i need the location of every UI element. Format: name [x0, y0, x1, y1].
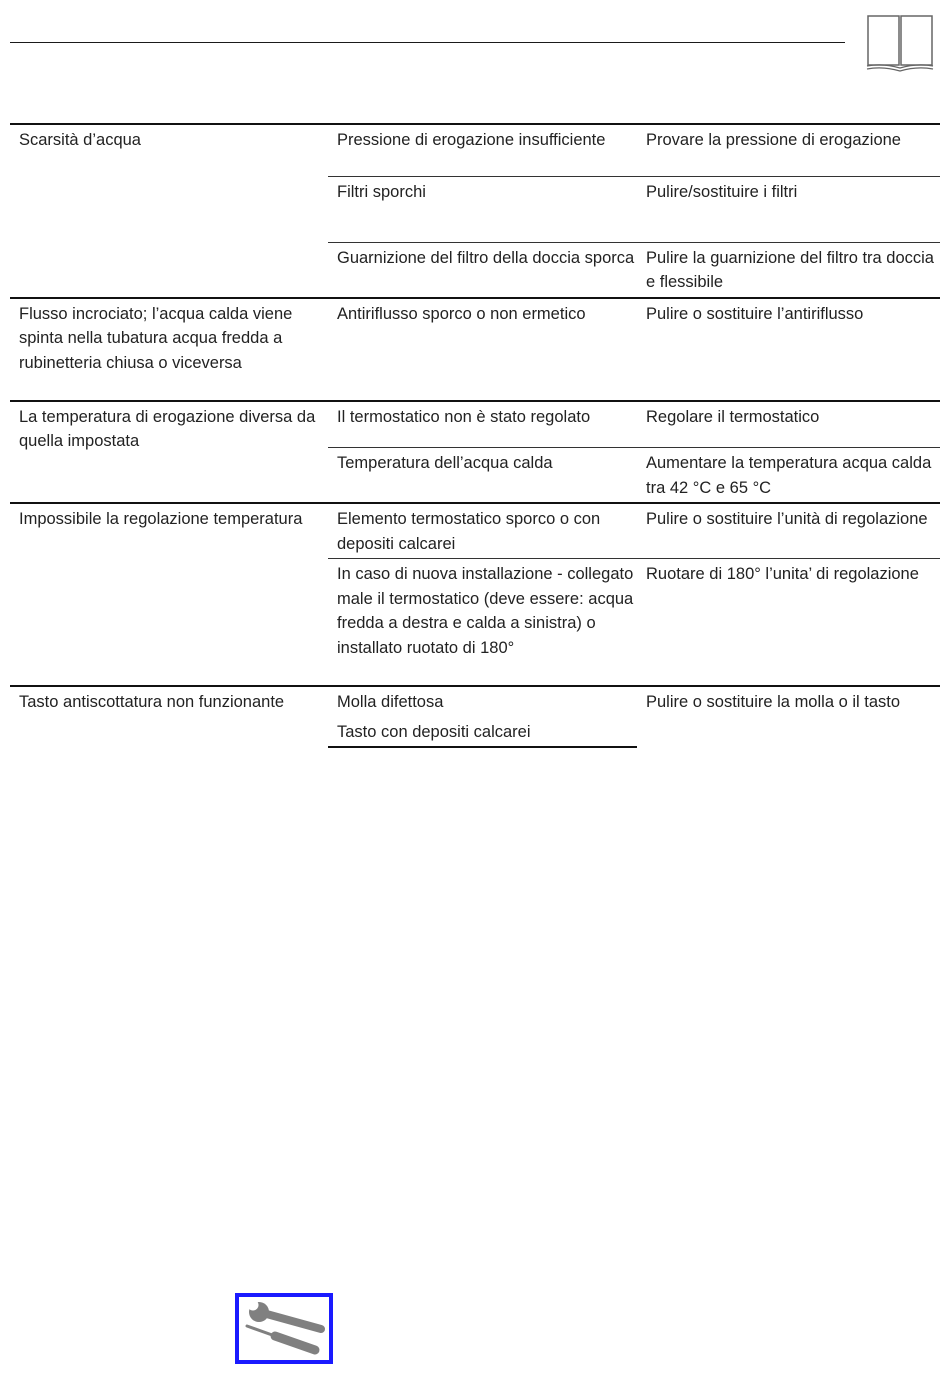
cause-cell: Molla difettosa	[328, 686, 637, 717]
header-rule	[10, 42, 845, 43]
wrench-screwdriver-icon	[235, 1293, 333, 1364]
remedy-cell: Pulire la guarnizione del filtro tra doccia e flessibile	[637, 242, 940, 298]
table-row	[10, 686, 940, 717]
remedy-cell: Pulire o sostituire l’unità di regolazione	[637, 503, 940, 559]
problem-cell: Impossibile la regolazione temperatura	[10, 503, 328, 686]
remedy-cell: Aumentare la temperatura acqua calda tra 42 °C e 65 °C	[637, 448, 940, 504]
table-row	[10, 401, 940, 448]
problem-cell: Scarsità d’acqua	[10, 124, 328, 176]
cause-cell: Tasto con depositi calcarei	[328, 717, 637, 748]
remedy-cell: Pulire o sostituire l’antiriflusso	[637, 298, 940, 401]
table-row	[10, 503, 940, 559]
problem-cell	[10, 176, 328, 242]
remedy-cell: Pulire/sostituire i filtri	[637, 176, 940, 242]
cause-cell: In caso di nuova installazione - collegato male il termostatico (deve essere: acqua fredda a destra e calda a sinistra) o installato ruotato di 180°	[328, 559, 637, 686]
problem-cell: Tasto antiscottatura non funzionante	[10, 686, 328, 748]
table-row	[10, 124, 940, 176]
problem-cell: La temperatura di erogazione diversa da quella impostata	[10, 401, 328, 504]
table-row	[10, 242, 940, 298]
remedy-cell: Pulire o sostituire la molla o il tasto	[637, 686, 940, 748]
cause-cell: Pressione di erogazione insufficiente	[328, 124, 637, 176]
cause-cell: Guarnizione del filtro della doccia sporca	[328, 242, 637, 298]
remedy-cell: Provare la pressione di erogazione	[637, 124, 940, 176]
remedy-cell: Regolare il termostatico	[637, 401, 940, 448]
table-row	[10, 176, 940, 242]
book-icon	[866, 14, 934, 72]
troubleshooting-table	[10, 123, 940, 748]
cause-cell: Antiriflusso sporco o non ermetico	[328, 298, 637, 401]
cause-cell: Il termostatico non è stato regolato	[328, 401, 637, 448]
table-row	[10, 298, 940, 401]
problem-cell	[10, 242, 328, 298]
cause-cell: Filtri sporchi	[328, 176, 637, 242]
cause-cell: Elemento termostatico sporco o con depositi calcarei	[328, 503, 637, 559]
problem-cell: Flusso incrociato; l’acqua calda viene spinta nella tubatura acqua fredda a rubinetteria chiusa o viceversa	[10, 298, 328, 401]
cause-cell: Temperatura dell’acqua calda	[328, 448, 637, 504]
remedy-cell: Ruotare di 180° l’unita’ di regolazione	[637, 559, 940, 686]
